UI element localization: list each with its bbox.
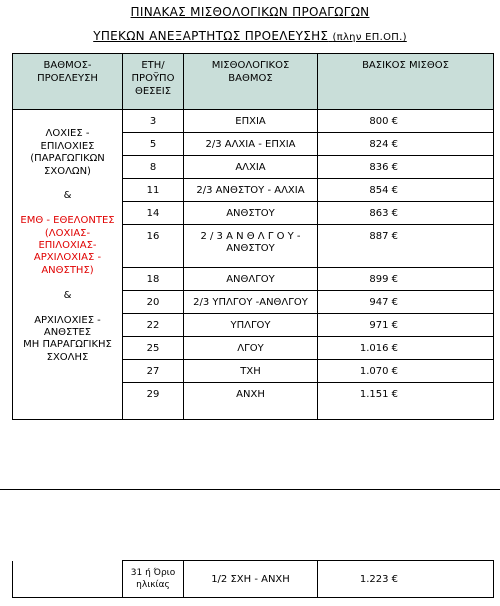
grade-cell: ΛΓΟΥ [184, 337, 318, 360]
grade-cell: ΑΛΧΙΑ [184, 156, 318, 179]
title-line1: ΠΙΝΑΚΑΣ ΜΙΣΘΟΛΟΓΙΚΩΝ ΠΡΟΑΓΩΓΩΝ [130, 5, 370, 19]
years-cell: 22 [123, 314, 184, 337]
years-cell: 25 [123, 337, 184, 360]
years-cell: 16 [123, 225, 184, 268]
header-row [13, 54, 494, 110]
salary-cell: 947 € [318, 291, 494, 314]
salary-cell: 1.223 € [318, 561, 494, 598]
grade-cell: 2/3 ΑΝΘΣΤΟΥ - ΑΛΧΙΑ [184, 179, 318, 202]
years-cell: 29 [123, 383, 184, 420]
category-part2: ΕΜΘ - ΕΘΕΛΟΝΤΕΣ (ΛΟΧΙΑΣ- ΕΠΙΛΟΧΙΑΣ- ΑΡΧΙΛΟΧΙΑΣ - ΑΝΘΣΤΗΣ) [20, 215, 115, 276]
years-cell: 8 [123, 156, 184, 179]
title-line2-main: ΥΠΕΚΩΝ ΑΝΕΞΑΡΤΗΤΩΣ ΠΡΟΕΛΕΥΣΗΣ [93, 29, 329, 43]
years-cell: 20 [123, 291, 184, 314]
header-rank-origin: ΒΑΘΜΟΣ- ΠΡΟΕΛΕΥΣΗ [13, 54, 123, 110]
title-line2 [0, 29, 500, 43]
category-part3: ΑΡΧΙΛΟΧΙΕΣ - ΑΝΘΣΤΕΣ ΜΗ ΠΑΡΑΓΩΓΙΚΗΣ ΣΧΟΛΗΣ [23, 314, 112, 363]
salary-cell: 899 € [318, 268, 494, 291]
salary-table-continued [12, 560, 494, 598]
grade-cell: 2/3 ΑΛΧΙΑ - ΕΠΧΙΑ [184, 133, 318, 156]
table-row [13, 561, 494, 598]
grade-cell: ΑΝΘΛΓΟΥ [184, 268, 318, 291]
table-row [13, 110, 494, 133]
years-cell: 11 [123, 179, 184, 202]
category-amp2: & [63, 289, 72, 301]
grade-cell: 1/2 ΣΧΗ - ΑΝΧΗ [184, 561, 318, 598]
header-years: ΕΤΗ/ ΠΡΟΫΠΟ ΘΕΣΕΙΣ [123, 54, 184, 110]
grade-cell: ΑΝΧΗ [184, 383, 318, 420]
grade-cell: ΥΠΛΓΟΥ [184, 314, 318, 337]
years-cell: 14 [123, 202, 184, 225]
header-pay-grade: ΜΙΣΘΟΛΟΓΙΚΟΣ ΒΑΘΜΟΣ [184, 54, 318, 110]
grade-cell: 2/3 ΥΠΛΓΟΥ -ΑΝΘΛΓΟΥ [184, 291, 318, 314]
years-cell: 18 [123, 268, 184, 291]
salary-cell: 800 € [318, 110, 494, 133]
title-line2-small: (πλην ΕΠ.ΟΠ.) [332, 32, 407, 43]
salary-cell: 836 € [318, 156, 494, 179]
grade-cell: ΑΝΘΣΤΟΥ [184, 202, 318, 225]
salary-cell: 863 € [318, 202, 494, 225]
page-break-line [0, 489, 500, 490]
salary-cell: 887 € [318, 225, 494, 268]
salary-cell: 1.151 € [318, 383, 494, 420]
grade-cell: 2 / 3 Α Ν Θ Λ Γ Ο Υ - ΑΝΘΣΤΟΥ [184, 225, 318, 268]
years-cell: 5 [123, 133, 184, 156]
salary-cell: 1.070 € [318, 360, 494, 383]
category-amp1: & [63, 190, 72, 202]
category-part1: ΛΟΧΙΕΣ - ΕΠΙΛΟΧΙΕΣ (ΠΑΡΑΓΩΓΙΚΩΝ ΣΧΟΛΩΝ) [30, 128, 105, 177]
salary-cell: 1.016 € [318, 337, 494, 360]
grade-cell: ΕΠΧΙΑ [184, 110, 318, 133]
header-base-salary: ΒΑΣΙΚΟΣ ΜΙΣΘΟΣ [318, 54, 494, 110]
salary-table [12, 53, 494, 420]
salary-cell: 824 € [318, 133, 494, 156]
years-cell: 31 ή Όριο ηλικίας [123, 561, 184, 598]
grade-cell: ΤΧΗ [184, 360, 318, 383]
years-cell: 27 [123, 360, 184, 383]
years-cell: 3 [123, 110, 184, 133]
salary-cell: 854 € [318, 179, 494, 202]
category-cell-empty [13, 561, 123, 598]
salary-cell: 971 € [318, 314, 494, 337]
category-cell [13, 110, 123, 420]
